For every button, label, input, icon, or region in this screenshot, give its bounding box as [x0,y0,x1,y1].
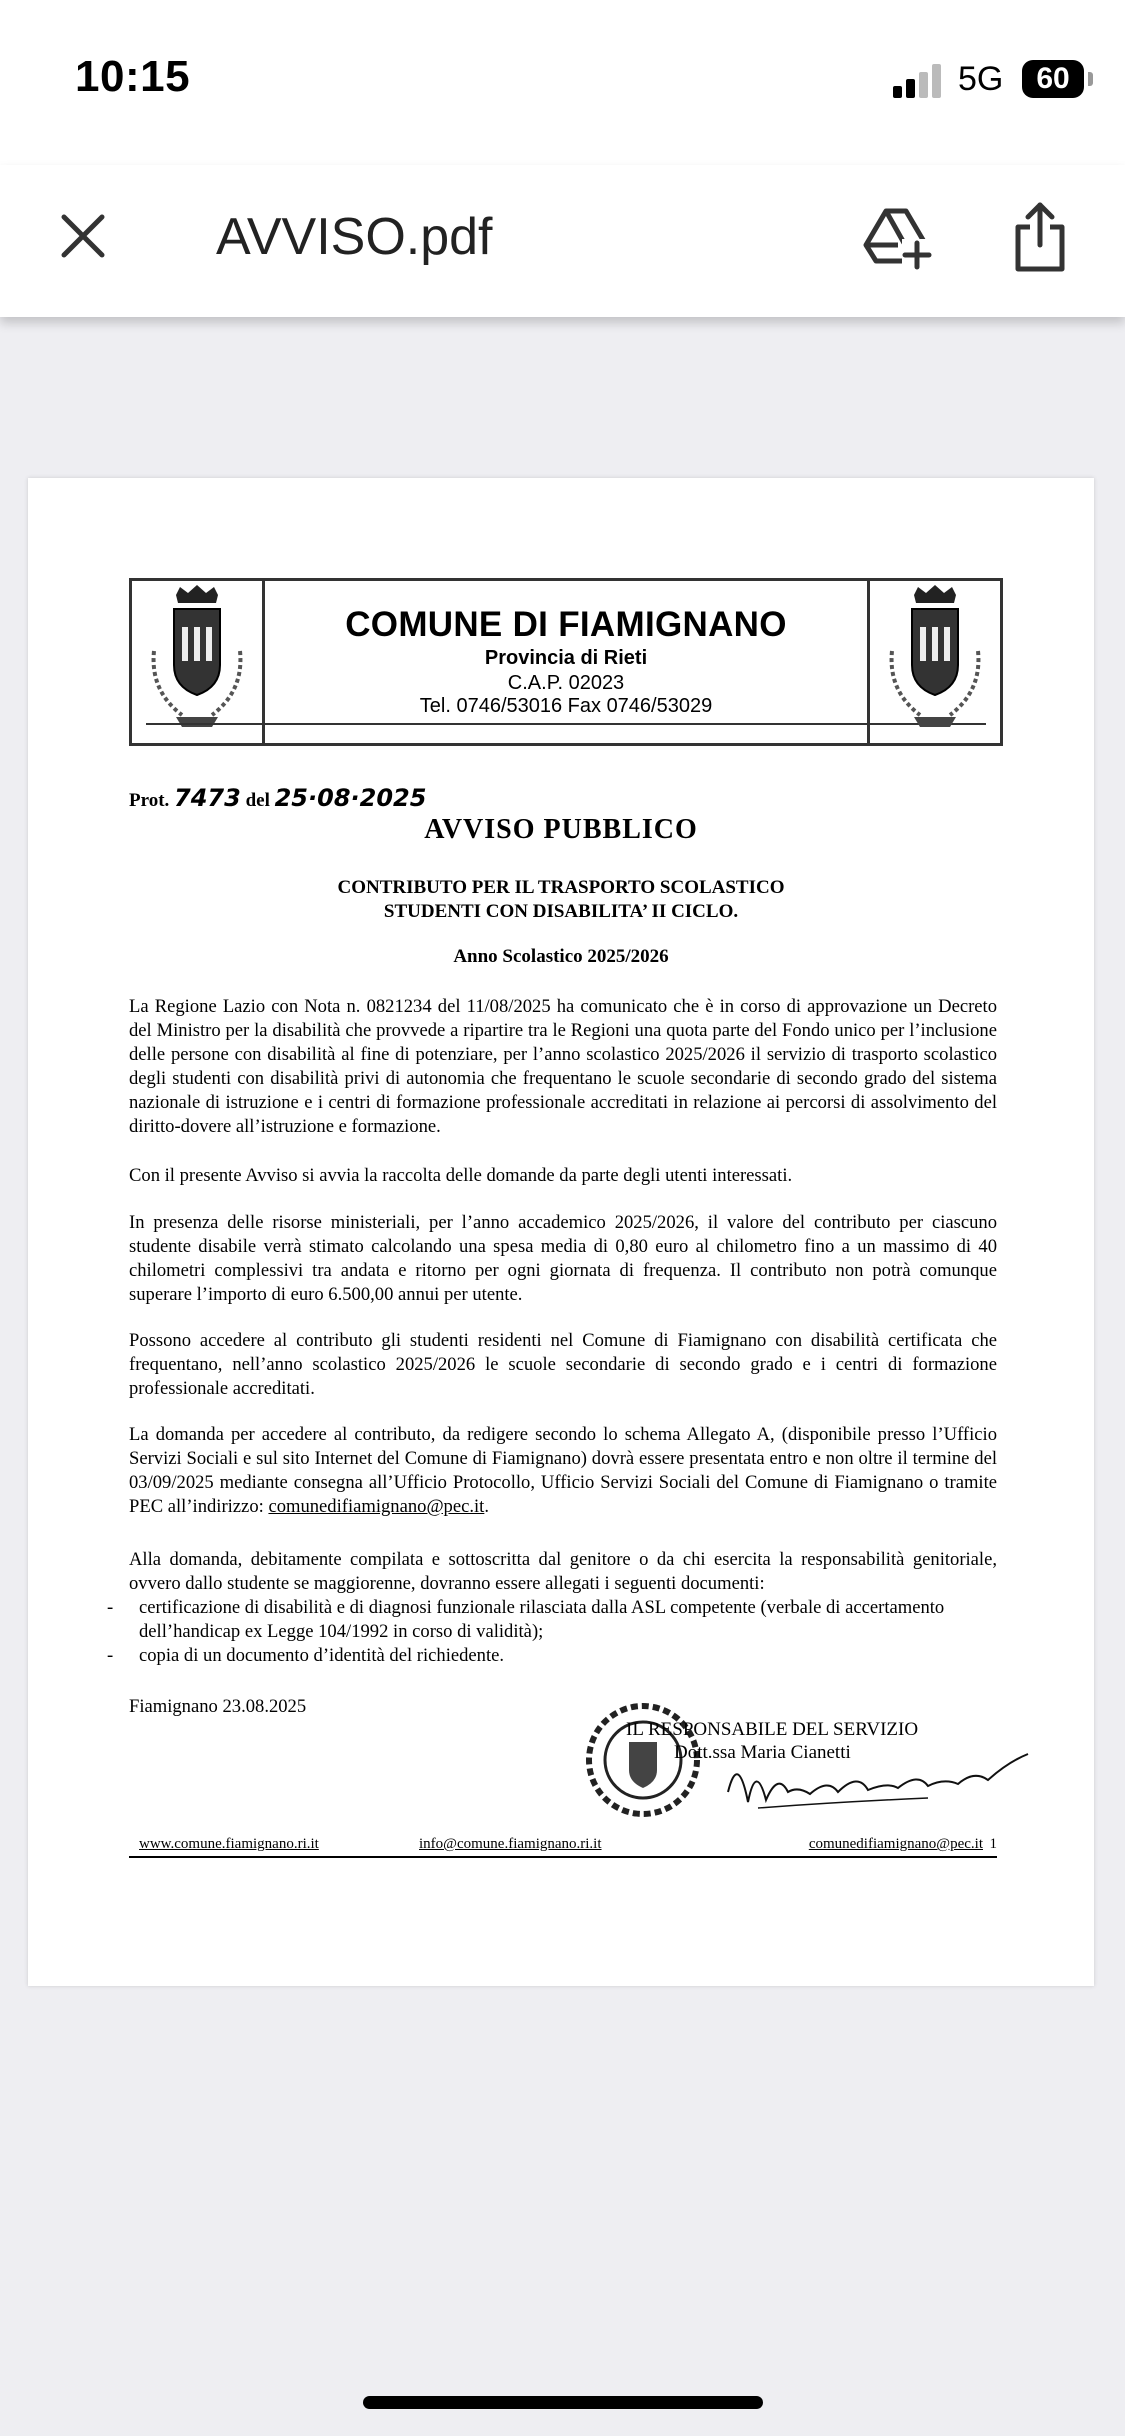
list-item: - copia di un documento d’identità del richiedente. [129,1644,997,1668]
list-item: - certificazione di disabilità e di diagnosi funzionale rilasciata dalla ASL competente (verbale di accertamento dell’handicap ex Legge 104/1992 in corso di validità); [129,1596,997,1644]
protocol-date: 25·08·2025 [274,784,427,812]
paragraph-application [129,1423,997,1519]
handwritten-signature [718,1742,1038,1822]
application-text: La domanda per accedere al contributo, da redigere secondo lo schema Allegato A, (disponibile presso l’Ufficio Servizi Sociali e sul sito Internet del Comune di Fiamignano) dovrà essere presentata entro e non oltre il termine del 03/09/2025 mediante consegna all’Ufficio Protocollo, Ufficio Servizi Sociali del Comune di Fiamignano o tramite PEC all’indirizzo: [129,1424,997,1517]
postal-code: C.A.P. 02023 [507,672,625,694]
paragraph-attachments: Alla domanda, debitamente compilata e sottoscritta dal genitore o da chi esercita la responsabilità genitoriale, ovvero dallo studente se maggiorenne, dovranno essere allegati i seguenti documenti: [129,1549,997,1594]
signatory-title: IL RESPONSABILE DEL SERVIZIO [626,1719,919,1740]
home-indicator[interactable] [363,2396,763,2409]
drive-add-icon[interactable] [862,203,932,273]
network-type: 5G [958,60,1004,98]
paragraph-collection: Con il presente Avviso si avvia la raccolta delle domande da parte degli utenti interessati. [129,1165,793,1186]
protocol-del: del [245,790,270,811]
close-icon[interactable] [58,211,108,261]
paragraph-amount: In presenza delle risorse ministeriali, per l’anno accademico 2025/2026, il valore del contributo per ciascuno studente disabile verrà stimato calcolando una spesa media di 0,80 euro al chilometro fino a un massimo di 40 chilometri complessivi tra andata e ritorno per ogni giornata di frequenza. Il contributo non potrà comunque superare l’importo di euro 6.500,00 annui per utente. [129,1212,997,1305]
province: Provincia di Rieti [484,647,648,669]
footer-website[interactable]: www.comune.fiamignano.ri.it [139,1836,319,1852]
signatory-name: Dott.ssa Maria Cianetti [674,1742,851,1763]
battery-icon: 60 [1022,60,1084,98]
notice-subtitle [28,876,1094,924]
notice-heading: AVVISO PUBBLICO [424,814,698,845]
status-bar [0,0,1125,165]
place-date: Fiamignano 23.08.2025 [129,1696,307,1717]
protocol-line [129,784,426,812]
municipality-name: COMUNE DI FIAMIGNANO [345,605,787,644]
coat-of-arms-icon [867,581,1000,743]
letterhead-rule [146,723,986,725]
battery-cap [1088,72,1093,86]
protocol-number: 7473 [174,784,241,812]
school-year: Anno Scolastico 2025/2026 [453,946,669,967]
protocol-label: Prot. [129,790,170,811]
application-text-end: . [484,1496,490,1517]
letterhead-text [266,581,866,743]
subtitle-line: STUDENTI CON DISABILITA’ II CICLO. [383,901,739,922]
document-page[interactable] [28,478,1094,1986]
phone-fax: Tel. 0746/53016 Fax 0746/53029 [419,695,713,717]
pec-email-link[interactable]: comunedifiamignano@pec.it [268,1496,485,1517]
footer-email[interactable]: info@comune.fiamignano.ri.it [419,1836,602,1852]
page-number: 1 [989,1836,997,1852]
status-time: 10:15 [75,52,191,101]
letterhead [129,578,1003,746]
footer-pec[interactable]: comunedifiamignano@pec.it [808,1836,983,1852]
cellular-signal-icon [893,64,943,98]
viewer-toolbar [0,165,1125,317]
coat-of-arms-icon [132,581,265,743]
subtitle-line: CONTRIBUTO PER IL TRASPORTO SCOLASTICO [337,877,785,898]
paragraph-intro: La Regione Lazio con Nota n. 0821234 del 11/08/2025 ha comunicato che è in corso di approvazione un Decreto del Ministro per la disabilità che provvede a ripartire tra le Regioni una quota parte del Fondo unico per l’inclusione delle persone con disabilità al fine di potenziare, per l’anno scolastico 2025/2026 il servizio di trasporto scolastico degli studenti con disabilità privi di autonomia che frequentano le scuole secondarie di secondo grado del sistema nazionale di istruzione e i centri di formazione professionale accreditati in relazione ai percorsi di assolvimento del diritto-dovere all’istruzione e formazione. [129,996,997,1137]
share-icon[interactable] [1012,201,1068,273]
document-title: AVVISO.pdf [216,208,493,266]
page-footer [129,1836,997,1858]
paragraph-eligibility: Possono accedere al contributo gli studenti residenti nel Comune di Fiamignano con disabilità certificata che frequentano, nell’anno scolastico 2025/2026 le scuole secondarie di secondo grado e i centri di formazione professionale accreditati. [129,1330,997,1399]
attachment-list [129,1596,997,1668]
